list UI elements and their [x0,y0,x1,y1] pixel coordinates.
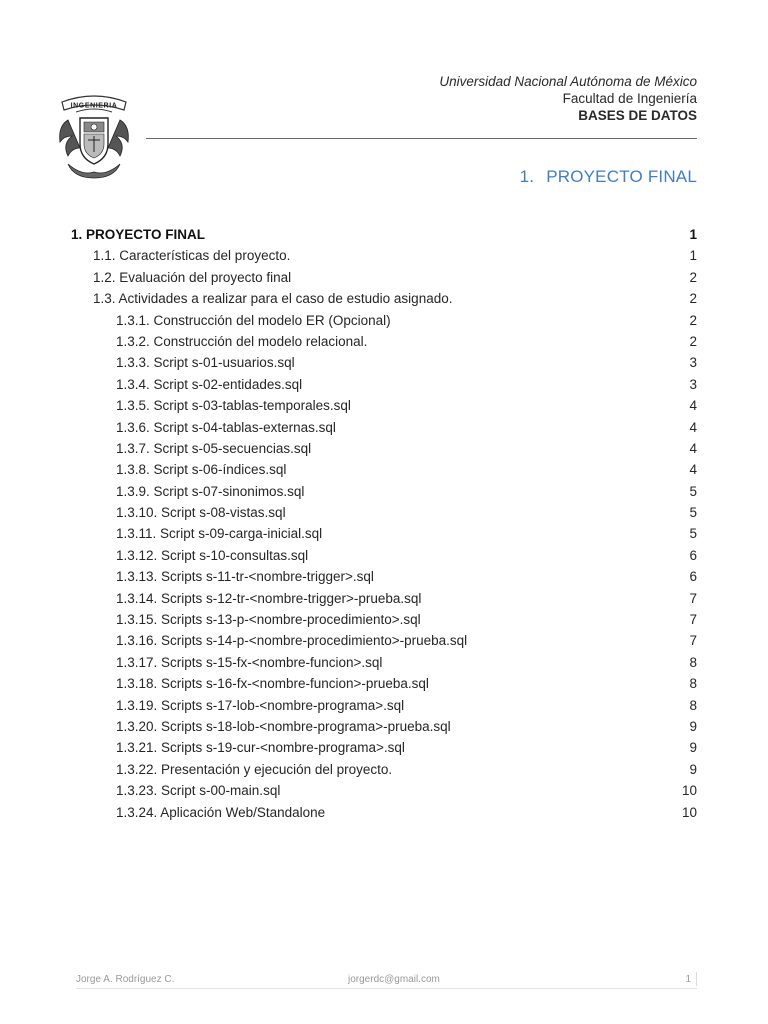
toc-entry [71,545,697,566]
toc-entry-label: 1.3.8. Script s-06-índices.sql [116,462,287,478]
toc-entry [71,780,697,801]
toc-entry-page: 9 [689,740,697,756]
course-name: BASES DE DATOS [578,108,697,123]
toc-entry-page: 4 [689,419,697,435]
toc-entry-label: 1.3.21. Scripts s-19-cur-<nombre-programa>.sql [116,740,405,756]
toc-entry [71,502,697,523]
toc-entry [71,759,697,780]
toc-entry-label: 1.3.24. Aplicación Web/Standalone [116,804,326,820]
toc-entry-label: 1.3.13. Scripts s-11-tr-<nombre-trigger>.sql [116,569,374,585]
page-footer [76,972,697,989]
toc-entry-label: 1.3.12. Script s-10-consultas.sql [116,547,309,563]
toc-entry-page: 7 [689,612,697,628]
toc-entry-label: 1.3.18. Scripts s-16-fx-<nombre-funcion>-prueba.sql [116,676,429,692]
toc-entry [71,695,697,716]
toc-entry [71,245,697,266]
toc-entry-page: 2 [689,312,697,328]
faculty-crest-logo [54,92,134,182]
footer-divider [696,972,697,986]
toc-entry-label: 1.3.20. Scripts s-18-lob-<nombre-programa>-prueba.sql [116,718,451,734]
toc-entry-label: 1.3.19. Scripts s-17-lob-<nombre-programa>.sql [116,697,405,713]
toc-entry-label: 1.3.23. Script s-00-main.sql [116,783,281,799]
toc-entry-page: 6 [689,547,697,563]
toc-entry-page: 3 [689,376,697,392]
toc-entry [71,523,697,544]
toc-entry [71,267,697,288]
toc-entry-page: 7 [689,633,697,649]
toc-entry [71,737,697,758]
toc-entry-label: 1.3.3. Script s-01-usuarios.sql [116,355,295,371]
toc-entry-label: 1.3.10. Script s-08-vistas.sql [116,505,286,521]
toc-entry-page: 2 [689,269,697,285]
toc-entry-label: 1.3.6. Script s-04-tablas-externas.sql [116,419,336,435]
document-header [439,73,697,124]
toc-entry-label: 1.1. Características del proyecto. [93,248,291,264]
toc-entry-page: 2 [689,333,697,349]
toc-entry-page: 1 [689,227,697,242]
footer-author: Jorge A. Rodríguez C. [76,974,175,985]
toc-entry [71,652,697,673]
toc-entry-page: 8 [689,654,697,670]
section-title: PROYECTO FINAL [546,167,697,186]
toc-entry [71,288,697,309]
toc-entry [71,566,697,587]
toc-entry-label: 1. PROYECTO FINAL [71,227,206,242]
toc-entry [71,588,697,609]
toc-entry [71,310,697,331]
toc-entry-label: 1.3.11. Script s-09-carga-inicial.sql [116,526,323,542]
table-of-contents [71,224,697,823]
crest-banner-text: INGENIERIA [70,102,118,110]
toc-entry-label: 1.3. Actividades a realizar para el caso de estudio asignado. [93,291,453,307]
toc-entry-page: 5 [689,505,697,521]
toc-entry-page: 3 [689,355,697,371]
toc-entry-page: 9 [689,718,697,734]
toc-entry [71,630,697,651]
toc-entry-label: 1.3.22. Presentación y ejecución del proyecto. [116,761,393,777]
footer-email-link[interactable]: jorgerdc@gmail.com [348,974,440,985]
toc-entry-page: 10 [681,783,697,799]
faculty-name: Facultad de Ingeniería [562,91,697,106]
toc-entry-label: 1.3.5. Script s-03-tablas-temporales.sql [116,398,351,414]
toc-entry-page: 10 [681,804,697,820]
toc-entry-page: 1 [689,248,697,264]
toc-entry-label: 1.3.9. Script s-07-sinonimos.sql [116,483,305,499]
university-name: Universidad Nacional Autónoma de México [439,74,697,89]
toc-entry-page: 9 [689,761,697,777]
footer-page-number: 1 [685,974,691,985]
toc-entry-page: 2 [689,291,697,307]
section-number: 1. [519,167,535,186]
toc-entry [71,352,697,373]
toc-entry [71,481,697,502]
toc-entry-label: 1.3.4. Script s-02-entidades.sql [116,376,303,392]
toc-entry-label: 1.3.1. Construcción del modelo ER (Opcional) [116,312,391,328]
toc-entry-label: 1.3.15. Scripts s-13-p-<nombre-procedimiento>.sql [116,612,421,628]
section-heading [520,167,697,187]
toc-entry [71,802,697,823]
toc-entry [71,374,697,395]
toc-entry-page: 6 [689,569,697,585]
toc-entry [71,395,697,416]
toc-entry-page: 5 [689,526,697,542]
toc-entry-page: 4 [689,398,697,414]
toc-entry [71,417,697,438]
toc-entry-page: 7 [689,590,697,606]
toc-entry [71,459,697,480]
toc-entry-label: 1.3.7. Script s-05-secuencias.sql [116,440,312,456]
toc-entry [71,673,697,694]
toc-entry [71,609,697,630]
toc-entry-label: 1.3.14. Scripts s-12-tr-<nombre-trigger>-prueba.sql [116,590,422,606]
toc-entry [71,224,697,245]
toc-entry [71,438,697,459]
toc-entry-label: 1.2. Evaluación del proyecto final [93,269,292,285]
toc-entry-page: 8 [689,676,697,692]
toc-entry [71,716,697,737]
toc-entry-page: 4 [689,462,697,478]
toc-entry-label: 1.3.17. Scripts s-15-fx-<nombre-funcion>.sql [116,654,383,670]
toc-entry [71,331,697,352]
toc-entry-page: 5 [689,483,697,499]
toc-entry-page: 4 [689,440,697,456]
toc-entry-label: 1.3.16. Scripts s-14-p-<nombre-procedimiento>-prueba.sql [116,633,468,649]
header-divider [146,138,697,139]
toc-entry-label: 1.3.2. Construcción del modelo relacional. [116,333,368,349]
toc-entry-page: 8 [689,697,697,713]
